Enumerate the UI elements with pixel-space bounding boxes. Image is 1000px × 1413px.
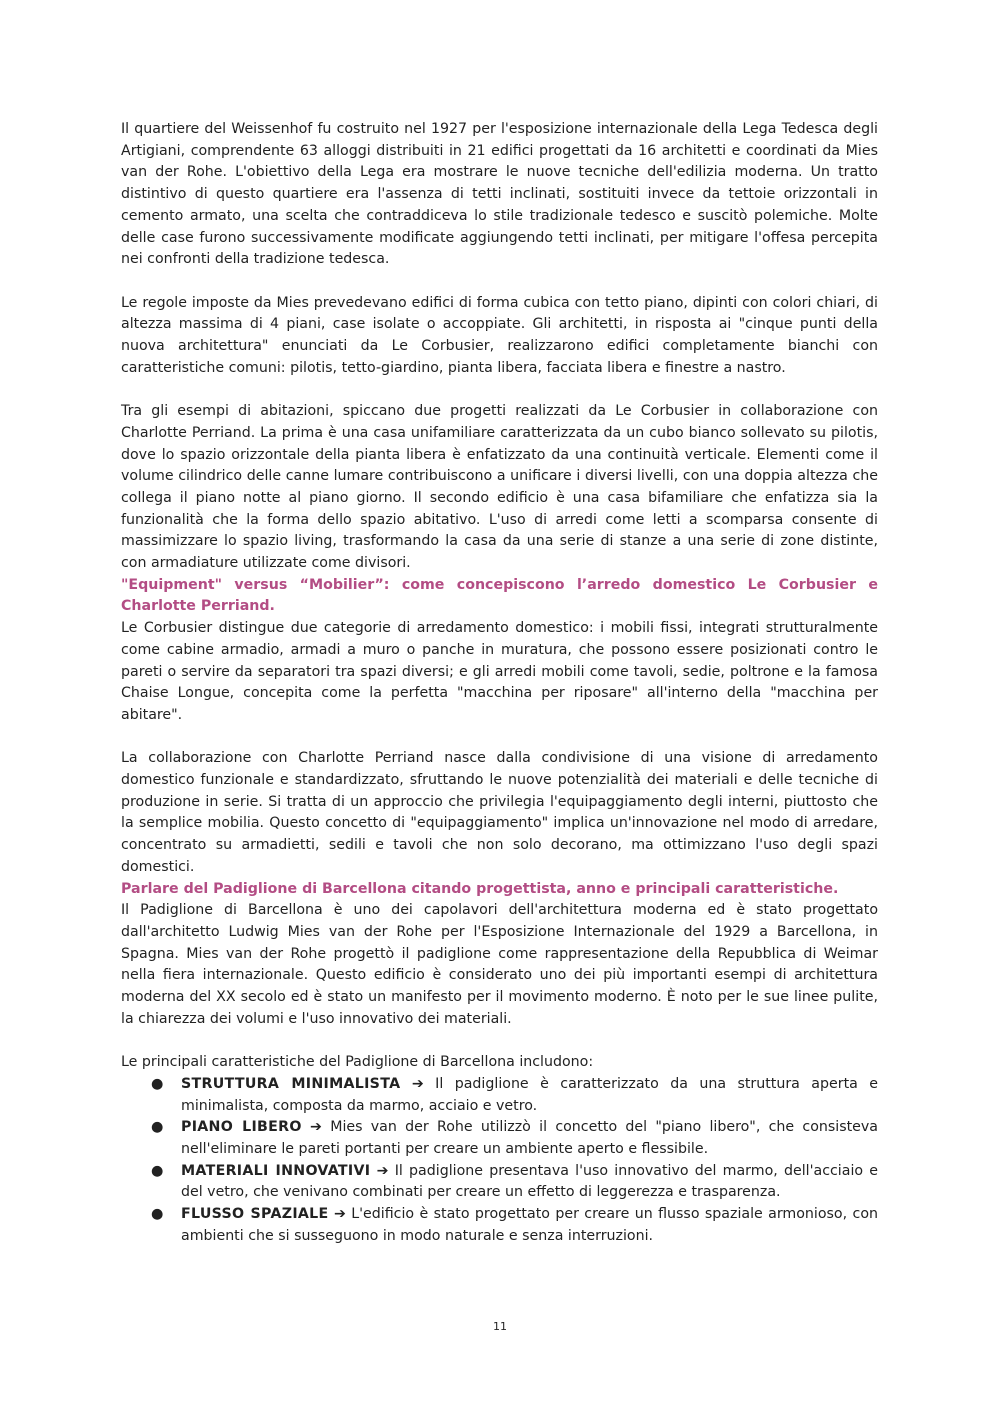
paragraph-weissenhof: Il quartiere del Weissenhof fu costruito nel 1927 per l'esposizione internazionale della Lega Tedesca degli Artigiani, comprendente 63 alloggi distribuiti in 21 edifici progettati da 16 architetti e coordinati da Mies van der Rohe. L'obiettivo della Lega era mostrare le nuove tecniche dell'edilizia moderna. Un tratto distintivo di questo quartiere era l'assenza di tetti inclinati, sostituiti invece da tettoie orizzontali in cemento armato, una scelta che contraddiceva lo stile tradizionale tedesco e suscitò polemiche. Molte delle case furono successivamente modificate aggiungendo tetti inclinati, per mitigare l'offesa percepita nei confronti della tradizione tedesca.: [121, 121, 878, 268]
bullet-icon: ●: [151, 1206, 164, 1223]
list-item-text: L'edificio è stato progettato per creare un flusso spaziale armonioso, con ambienti che si susseguono in modo naturale e senza interruzioni.: [181, 1206, 879, 1244]
list-item-term: PIANO LIBERO: [181, 1119, 302, 1136]
document-body: [121, 119, 878, 1248]
list-item: [121, 1074, 878, 1117]
paragraph-caratteristiche-intro: Le principali caratteristiche del Padiglione di Barcellona includono:: [121, 1054, 594, 1071]
arrow-icon: ➔: [333, 1206, 346, 1223]
paragraph-regole-mies: Le regole imposte da Mies prevedevano edifici di forma cubica con tetto piano, dipinti con colori chiari, di altezza massima di 4 piani, case isolate o accoppiate. Gli architetti, in risposta ai "cinque punti della nuova architettura" enunciati da Le Corbusier, realizzarono edifici completamente bianchi con caratteristiche comuni: pilotis, tetto-giardino, pianta libera, facciata libera e finestre a nastro.: [121, 294, 878, 376]
list-item-text: Il padiglione è caratterizzato da una struttura aperta e minimalista, composta da marmo, acciaio e vetro.: [181, 1075, 878, 1114]
list-item-text: Mies van der Rohe utilizzò il concetto del "piano libero", che consisteva nell'eliminare le pareti portanti per creare un ambiente aperto e flessibile.: [181, 1119, 879, 1157]
arrow-icon: ➔: [376, 1162, 389, 1179]
list-item: [121, 1117, 878, 1160]
page-number: 11: [493, 1320, 507, 1333]
bullet-icon: ●: [151, 1119, 164, 1136]
section-heading-equipment: "Equipment" versus “Mobilier”: come concepiscono l’arredo domestico Le Corbusier e Charlotte Perriand.: [121, 576, 878, 615]
bullet-icon: ●: [151, 1075, 164, 1092]
features-list: [121, 1074, 878, 1248]
list-item: [121, 1161, 878, 1204]
arrow-icon: ➔: [411, 1075, 424, 1092]
list-item-term: FLUSSO SPAZIALE: [181, 1206, 329, 1223]
bullet-icon: ●: [151, 1162, 164, 1179]
list-item-term: MATERIALI INNOVATIVI: [181, 1162, 371, 1179]
paragraph-padiglione: Il Padiglione di Barcellona è uno dei capolavori dell'architettura moderna ed è stato progettato dall'architetto Ludwig Mies van der Rohe per l'Esposizione Internazionale del 1929 a Barcellona, in Spagna. Mies van der Rohe progettò il padiglione come rappresentazione della Repubblica di Weimar nella fiera internazionale. Questo edificio è considerato uno dei più importanti esempi di architettura moderna del XX secolo ed è stato un manifesto per il movimento moderno. È noto per le sue linee pulite, la chiarezza dei volumi e l'uso innovativo dei materiali.: [121, 902, 878, 1027]
paragraph-collaborazione: La collaborazione con Charlotte Perriand nasce dalla condivisione di una visione di arredamento domestico funzionale e standardizzato, sfruttando le nuove potenzialità dei materiali e delle tecniche di produzione in serie. Si tratta di un approccio che privilegia l'equipaggiamento degli interni, piuttosto che la semplice mobilia. Questo concetto di "equipaggiamento" implica un'innovazione nel modo di arredare, concentrato su armadietti, sedili e tavoli che non solo decorano, ma ottimizzano l'uso degli spazi domestici.: [121, 750, 878, 875]
list-item: [121, 1204, 878, 1247]
section-heading-padiglione: Parlare del Padiglione di Barcellona citando progettista, anno e principali caratteristiche.: [121, 880, 839, 897]
paragraph-esempi-abitazioni: Tra gli esempi di abitazioni, spiccano due progetti realizzati da Le Corbusier in collaborazione con Charlotte Perriand. La prima è una casa unifamiliare caratterizzata da un cubo bianco sollevato su pilotis, dove lo spazio orizzontale della pianta libera è enfatizzato da una continuità verticale. Elementi come il volume cilindrico delle canne lumare contribuiscono a unificare i diversi livelli, con una doppia altezza che collega il piano notte al piano giorno. Il secondo edificio è una casa bifamiliare che enfatizza sia la funzionalità che la forma dello spazio abitativo. L'uso di arredi come letti a scomparsa consente di massimizzare lo spazio living, trasformando la casa da una serie di stanze a una serie di zone distinte, con armadiature utilizzate come divisori.: [121, 403, 878, 572]
arrow-icon: ➔: [310, 1119, 322, 1136]
list-item-term: STRUTTURA MINIMALISTA: [181, 1075, 401, 1092]
paragraph-arredamento: Le Corbusier distingue due categorie di arredamento domestico: i mobili fissi, integrati strutturalmente come cabine armadio, armadi a muro o panche in muratura, che possono essere posizionati contro le pareti o servire da separatori tra spazi diversi; e gli arredi mobili come tavoli, sedie, poltrone e la famosa Chaise Longue, concepita come la perfetta "macchina per riposare" all'interno della "macchina per abitare".: [121, 620, 878, 723]
list-item-text: Il padiglione presentava l'uso innovativo del marmo, dell'acciaio e del vetro, che venivano combinati per creare un effetto di leggerezza e trasparenza.: [181, 1162, 879, 1201]
